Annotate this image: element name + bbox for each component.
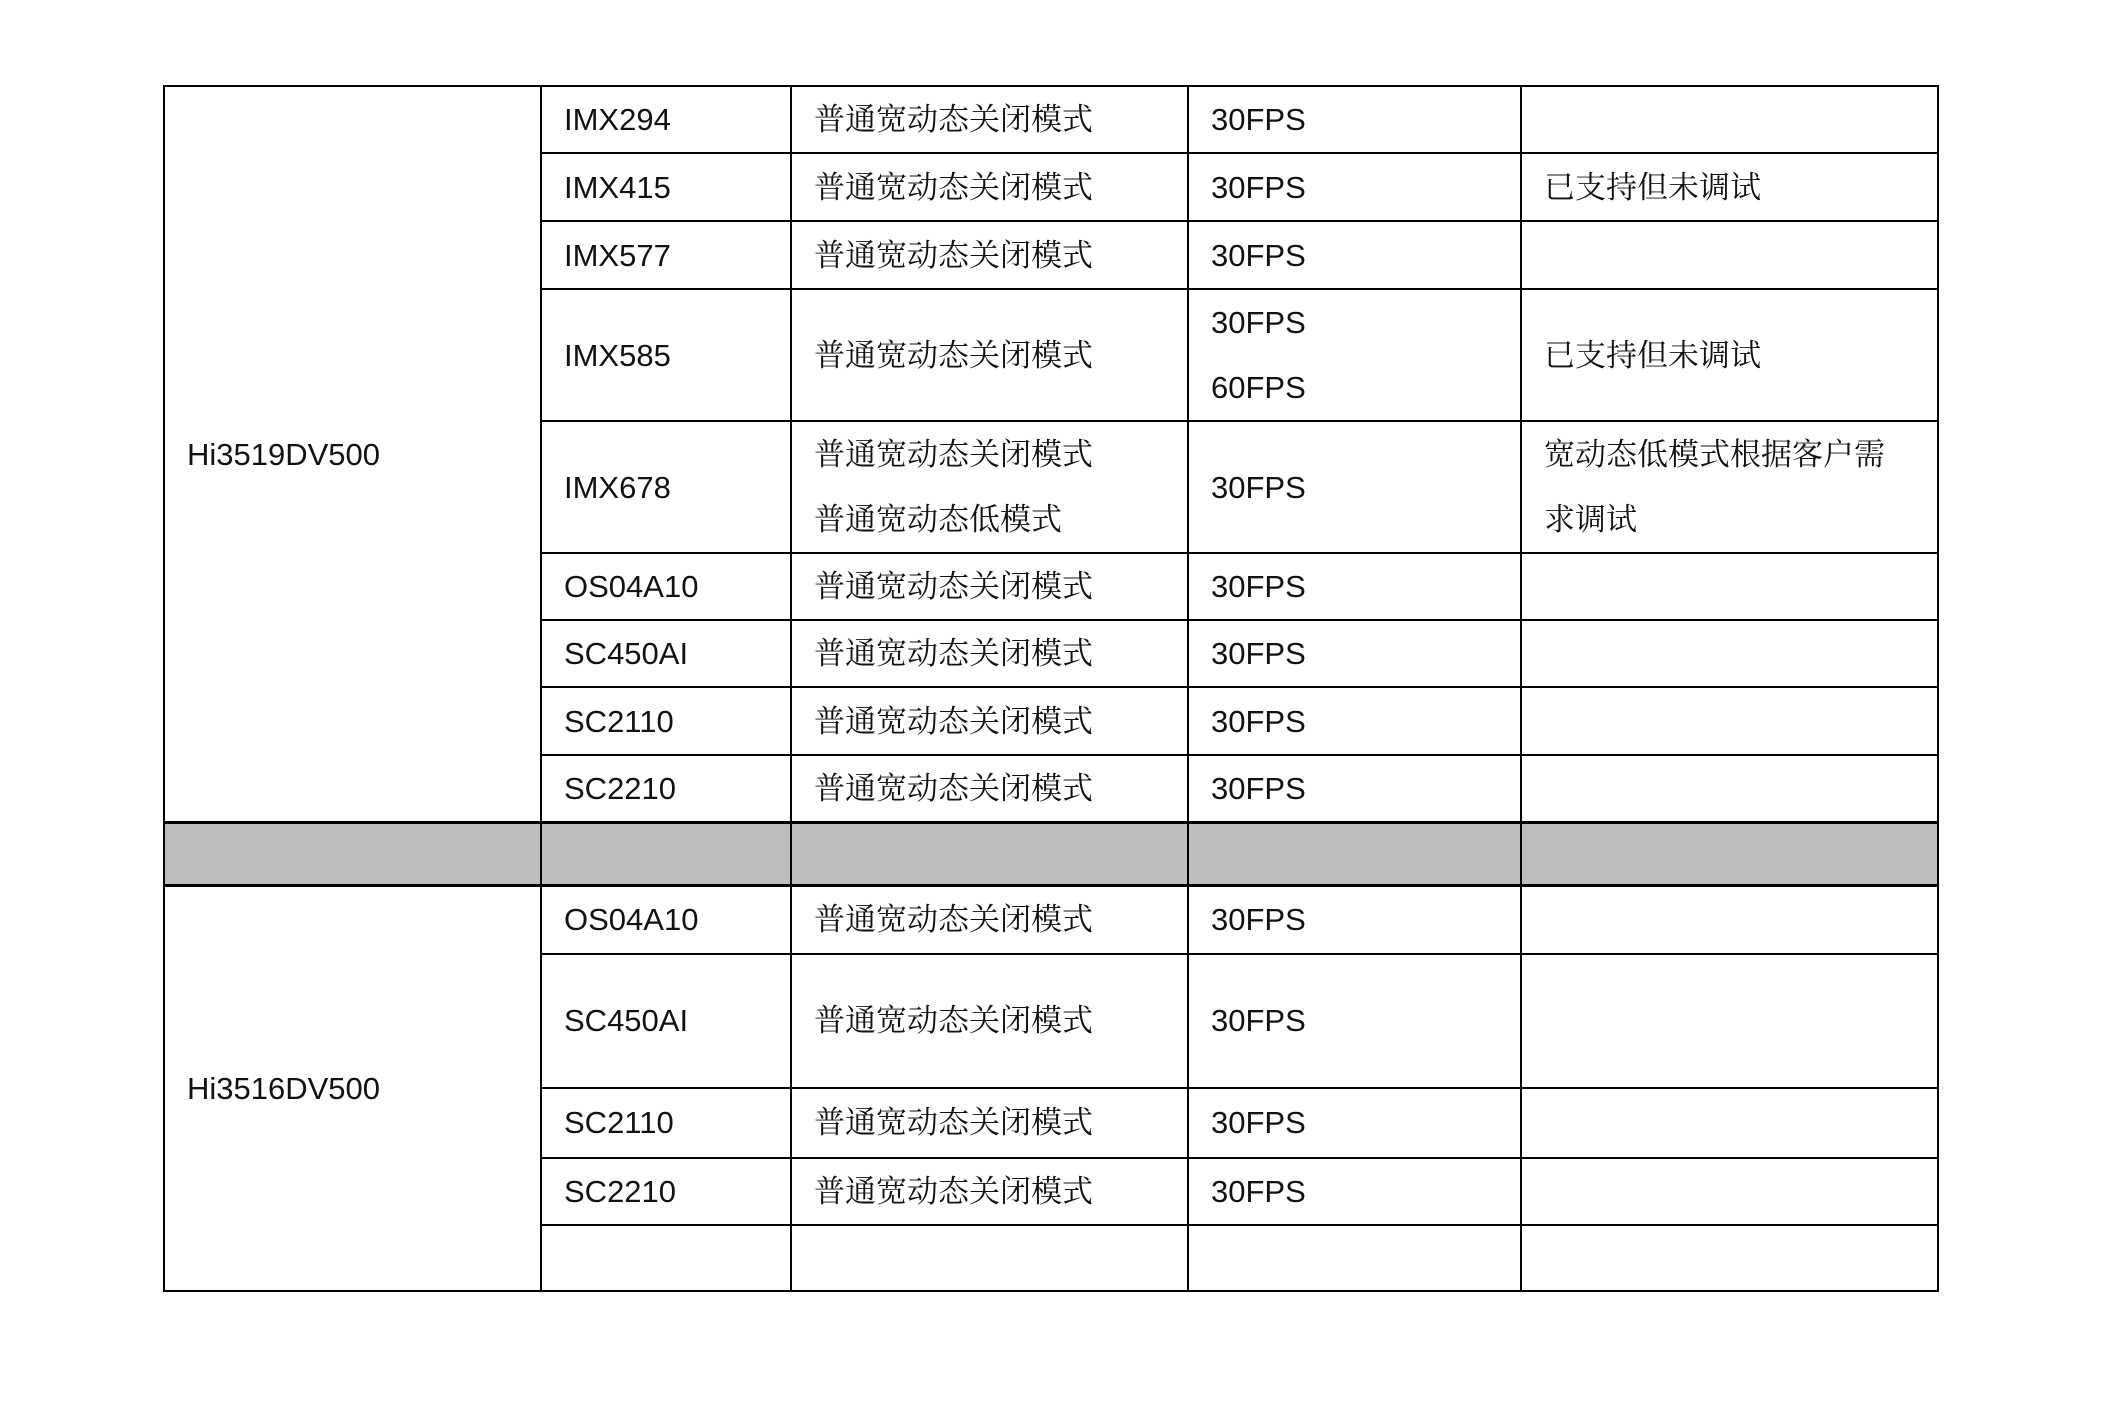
note-cell xyxy=(1521,1088,1938,1158)
sensor-cell: OS04A10 xyxy=(541,886,791,954)
note-line: 求调试 xyxy=(1544,502,1637,537)
note-cell xyxy=(1521,620,1938,687)
sensor-cell: IMX585 xyxy=(541,289,791,421)
fps-cell: 30FPS xyxy=(1188,1088,1521,1158)
fps-cell: 30FPS xyxy=(1188,553,1521,620)
sensor-cell: IMX294 xyxy=(541,86,791,153)
fps-cell: 30FPS xyxy=(1188,1158,1521,1225)
sensor-cell: SC450AI xyxy=(541,620,791,687)
sensor-cell: IMX678 xyxy=(541,421,791,553)
separator-cell xyxy=(164,823,541,886)
chip-cell: Hi3516DV500 xyxy=(164,886,541,1291)
fps-cell: 30FPS xyxy=(1188,687,1521,755)
sensor-cell: IMX415 xyxy=(541,153,791,221)
mode-cell: 普通宽动态关闭模式 xyxy=(791,886,1188,954)
sensor-support-table xyxy=(163,85,1939,1292)
sensor-cell: OS04A10 xyxy=(541,553,791,620)
separator-row xyxy=(164,823,1938,886)
fps-cell xyxy=(1188,1225,1521,1291)
sensor-cell: SC2210 xyxy=(541,755,791,823)
note-cell xyxy=(1521,1225,1938,1291)
mode-cell: 普通宽动态关闭模式 xyxy=(791,1088,1188,1158)
note-cell xyxy=(1521,755,1938,823)
fps-cell: 30FPS xyxy=(1188,153,1521,221)
sensor-cell: SC2110 xyxy=(541,687,791,755)
fps-cell: 30FPS xyxy=(1188,954,1521,1088)
note-cell: 已支持但未调试 xyxy=(1521,153,1938,221)
table-row xyxy=(164,86,1938,153)
fps-cell: 30FPS xyxy=(1188,221,1521,289)
fps-cell xyxy=(1188,289,1521,421)
separator-cell xyxy=(1521,823,1938,886)
mode-cell: 普通宽动态关闭模式 xyxy=(791,289,1188,421)
sensor-cell: IMX577 xyxy=(541,221,791,289)
note-cell xyxy=(1521,86,1938,153)
note-line: 宽动态低模式根据客户需 xyxy=(1544,437,1885,472)
separator-cell xyxy=(541,823,791,886)
fps-cell: 30FPS xyxy=(1188,86,1521,153)
sensor-cell: SC450AI xyxy=(541,954,791,1088)
note-cell xyxy=(1521,886,1938,954)
fps-cell: 30FPS xyxy=(1188,620,1521,687)
note-cell xyxy=(1521,421,1938,553)
sensor-cell xyxy=(541,1225,791,1291)
mode-cell: 普通宽动态关闭模式 xyxy=(791,954,1188,1088)
mode-cell: 普通宽动态关闭模式 xyxy=(791,687,1188,755)
mode-cell: 普通宽动态关闭模式 xyxy=(791,86,1188,153)
mode-cell: 普通宽动态关闭模式 xyxy=(791,1158,1188,1225)
mode-cell: 普通宽动态关闭模式 xyxy=(791,153,1188,221)
mode-cell: 普通宽动态关闭模式 xyxy=(791,755,1188,823)
note-cell xyxy=(1521,553,1938,620)
mode-line: 普通宽动态低模式 xyxy=(814,502,1062,537)
separator-cell xyxy=(1188,823,1521,886)
mode-cell: 普通宽动态关闭模式 xyxy=(791,221,1188,289)
mode-line: 普通宽动态关闭模式 xyxy=(814,437,1093,472)
fps-cell: 30FPS xyxy=(1188,886,1521,954)
sensor-cell: SC2210 xyxy=(541,1158,791,1225)
note-cell: 已支持但未调试 xyxy=(1521,289,1938,421)
table-row xyxy=(164,886,1938,954)
mode-cell: 普通宽动态关闭模式 xyxy=(791,620,1188,687)
note-cell xyxy=(1521,1158,1938,1225)
note-cell xyxy=(1521,954,1938,1088)
note-cell xyxy=(1521,687,1938,755)
fps-line: 60FPS xyxy=(1211,370,1306,405)
fps-cell: 30FPS xyxy=(1188,421,1521,553)
fps-cell: 30FPS xyxy=(1188,755,1521,823)
separator-cell xyxy=(791,823,1188,886)
mode-cell xyxy=(791,1225,1188,1291)
chip-cell: Hi3519DV500 xyxy=(164,86,541,823)
note-cell xyxy=(1521,221,1938,289)
mode-cell: 普通宽动态关闭模式 xyxy=(791,553,1188,620)
sensor-cell: SC2110 xyxy=(541,1088,791,1158)
mode-cell xyxy=(791,421,1188,553)
fps-line: 30FPS xyxy=(1211,305,1306,340)
